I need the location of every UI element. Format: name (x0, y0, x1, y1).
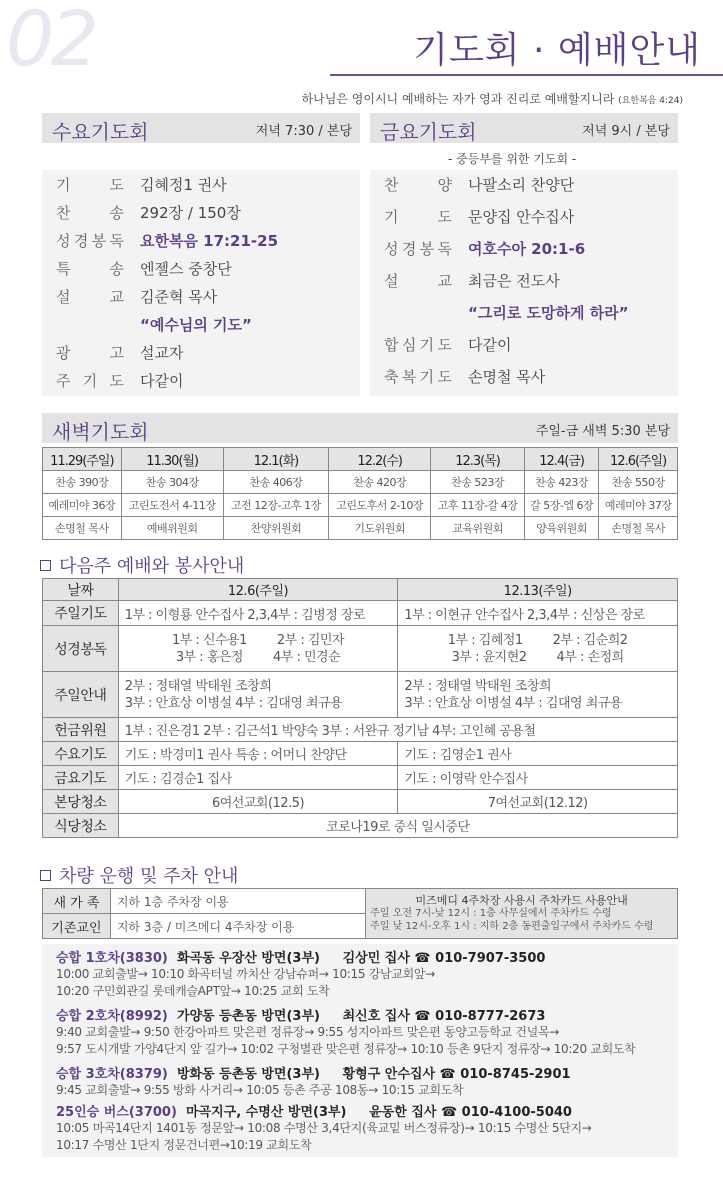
cell: 기도 : 이영락 안수집사 (398, 766, 678, 790)
label-char: 찬 (56, 204, 71, 222)
cell: 기도 : 박경미1 권사 특송 : 어머니 찬양단 (118, 742, 398, 766)
bus-header (56, 947, 664, 966)
parking-table (42, 888, 678, 939)
bible-verse (302, 90, 683, 107)
cell: 기도 : 김경순1 집사 (118, 766, 398, 790)
parking-value: 지하 1층 주차장 이용 (110, 889, 365, 914)
schedule-value: 손명철 목사 (468, 368, 546, 386)
dawn-leader-row (43, 517, 678, 540)
label-char: 도 (437, 336, 452, 354)
schedule-label (56, 342, 124, 363)
spacer (320, 951, 343, 966)
bus-area: 가양동 등촌동 방면(3부) (176, 1009, 320, 1024)
label-char: 도 (109, 372, 124, 390)
usher-row (43, 672, 678, 718)
dawn-cell: 고후 11장-갈 4장 (431, 494, 525, 517)
schedule-label (56, 286, 124, 307)
bus-route: 10:20 구민회관길 롯데캐슬APT앞→ 10:25 교회 도착 (56, 984, 330, 998)
notice-line: 주일 낮 12시-오후 1시 : 지하 2층 동편출입구에서 주차카드 수령 (370, 921, 654, 932)
dawn-cell: 손명철 목사 (599, 517, 678, 540)
dawn-cell: 11.30(월) (121, 448, 223, 471)
row-label: 수요기도 (43, 742, 119, 766)
schedule-label (56, 370, 124, 391)
cell (118, 626, 398, 672)
service-date-row (43, 579, 678, 601)
cleaning-row (43, 790, 678, 814)
label-char: 광 (56, 344, 71, 362)
dawn-header (42, 413, 678, 443)
schedule-label (384, 366, 452, 387)
bus-block (42, 1002, 678, 1061)
dawn-cell: 기도위원회 (329, 517, 431, 540)
label-char: 송 (109, 260, 124, 278)
cell (398, 672, 678, 718)
dawn-cell: 예레미야 37장 (599, 494, 678, 517)
bus-route: 10:05 마곡14단지 1401동 정문앞→ 10:08 수명산 3,4단지(육교밑 버스정류장)→ 10:15 수명산 5단지→ (56, 1121, 592, 1135)
cell: 코로나19로 중식 일시중단 (118, 814, 677, 838)
date-cell: 12.6(주일) (118, 579, 398, 601)
spacer (168, 1009, 177, 1024)
reader: 4부 : 손정희 (556, 649, 624, 665)
bus-header (56, 1005, 664, 1024)
schedule-value: “그리로 도망하게 하라” (468, 304, 629, 322)
cell (118, 672, 398, 718)
dawn-cell: 양육위원회 (524, 517, 598, 540)
parking-notice (366, 889, 678, 939)
dawn-title: 새벽기도회 (52, 420, 149, 444)
schedule-value: 여호수아 20:1-6 (468, 240, 586, 258)
bus-name: 승합 1호차(3830) (56, 951, 168, 966)
bus-area: 마곡지구, 수명산 방면(3부) (185, 1105, 347, 1120)
parking-row (43, 889, 678, 914)
wednesday-box (42, 170, 360, 396)
friday-time: 저녁 9시 / 본당 (582, 124, 670, 139)
dawn-cell: 찬송 523장 (431, 471, 525, 494)
dawn-cell: 12.4(금) (524, 448, 598, 471)
schedule-label (384, 206, 452, 227)
dawn-cell: 찬송 423장 (524, 471, 598, 494)
dawn-cell: 고린도전서 4-11장 (121, 494, 223, 517)
dawn-cell: 갈 5장-엡 6장 (524, 494, 598, 517)
bus-header (56, 1063, 664, 1082)
schedule-value: 요한복음 17:21-25 (140, 232, 279, 250)
reader: 3부 : 홍은정 (175, 649, 243, 665)
bus-block (42, 1060, 678, 1102)
spacer (346, 1105, 369, 1120)
reader: 4부 : 민경순 (273, 649, 341, 665)
transport-title-text: 차량 운행 및 주차 안내 (59, 866, 239, 887)
cell (398, 626, 678, 672)
friday-box (370, 170, 678, 396)
friday-title: 금요기도회 (380, 120, 477, 144)
label-char: 기 (419, 368, 435, 386)
label-char: 주 (56, 372, 71, 390)
dawn-cell: 11.29(주일) (43, 448, 122, 471)
date-label: 날짜 (43, 579, 119, 601)
label-char: 기 (56, 176, 71, 194)
row-label: 헌금위원 (43, 718, 119, 742)
label-char: 기 (384, 208, 399, 226)
row-label: 주일기도 (43, 601, 119, 626)
label-char: 축 (384, 368, 399, 386)
verse-reference: (요한복음 4:24) (618, 96, 683, 106)
schedule-value: “예수님의 기도” (140, 316, 252, 334)
schedule-value: 설교자 (140, 344, 184, 362)
dawn-cell: 12.6(주일) (599, 448, 678, 471)
bus-driver: 최신호 집사 ☎ 010-8777-2673 (342, 1009, 546, 1024)
label-char: 성 (56, 232, 71, 250)
dawn-cell: 12.3(목) (431, 448, 525, 471)
schedule-label (56, 258, 124, 279)
spacer (168, 1067, 177, 1082)
row-label: 금요기도 (43, 766, 119, 790)
label-char: 도 (109, 176, 124, 194)
reader: 1부 : 김혜정1 (447, 632, 523, 648)
dawn-cell: 찬송 304장 (121, 471, 223, 494)
schedule-label (384, 238, 452, 259)
label-char: 고 (109, 344, 124, 362)
label-char: 심 (401, 336, 417, 354)
schedule-value: 김혜정1 권사 (140, 176, 227, 194)
label-char: 도 (437, 208, 452, 226)
label-char: 도 (437, 368, 452, 386)
friday-header (370, 113, 678, 143)
cell: 1부 : 진은경1 2부 : 김근석1 박양숙 3부 : 서완규 정기남 4부: 고인혜 공용철 (118, 718, 677, 742)
bus-area: 화곡동 우장산 방면(3부) (176, 951, 320, 966)
service-title-text: 다음주 예배와 봉사안내 (59, 556, 245, 577)
wed-prayer-row (43, 742, 678, 766)
bus-route: 9:40 교회출발→ 9:50 한강아파트 맞은편 정류장→ 9:55 성지아파트 맞은편 동양고등학교 건널목→ (56, 1025, 559, 1039)
dawn-cell: 고전 12장-고후 1장 (223, 494, 329, 517)
scripture-row (43, 626, 678, 672)
schedule-value: 다같이 (468, 336, 512, 354)
label-char: 기 (419, 336, 435, 354)
wednesday-title: 수요기도회 (52, 120, 149, 144)
dawn-cell: 찬송 390장 (43, 471, 122, 494)
bus-name: 25인승 버스(3700) (56, 1105, 177, 1120)
schedule-label (384, 270, 452, 291)
spacer (320, 1009, 343, 1024)
cell: 7여선교회(12.12) (398, 790, 678, 814)
label-char: 송 (109, 204, 124, 222)
schedule-label (56, 174, 124, 195)
label-char: 독 (109, 232, 124, 250)
label-char: 복 (401, 368, 417, 386)
dawn-cell: 12.1(화) (223, 448, 329, 471)
notice-line: 주일 오전 7시-낮 12시 : 1층 사무실에서 주차카드 수령 (370, 908, 612, 919)
label-char: 교 (437, 272, 452, 290)
dawn-cell: 12.2(수) (329, 448, 431, 471)
friday-subtitle: - 중등부를 위한 기도회 - (448, 152, 577, 166)
row-label: 식당청소 (43, 814, 119, 838)
cell: 1부 : 이형룡 안수집사 2,3,4부 : 김병정 장로 (118, 601, 398, 626)
bus-block (42, 1098, 678, 1157)
label-char: 기 (82, 372, 98, 390)
spacer (168, 951, 177, 966)
schedule-value: 나팔소리 찬양단 (468, 176, 575, 194)
square-bullet-icon (40, 560, 51, 571)
bus-header (56, 1101, 664, 1120)
dawn-cell: 찬양위원회 (223, 517, 329, 540)
parking-label: 기존교인 (43, 914, 111, 939)
dawn-hymn-row (43, 471, 678, 494)
schedule-label (384, 334, 452, 355)
bus-name: 승합 3호차(8379) (56, 1067, 168, 1082)
schedule-label (56, 202, 124, 223)
cell: 1부 : 이현규 안수집사 2,3,4부 : 신상은 장로 (398, 601, 678, 626)
dawn-cell: 찬송 420장 (329, 471, 431, 494)
schedule-value: 김준혁 목사 (140, 288, 218, 306)
page-title: 기도회 · 예배안내 (413, 30, 701, 71)
service-table (42, 578, 678, 838)
date-cell: 12.13(주일) (398, 579, 678, 601)
row-label: 성경봉독 (43, 626, 119, 672)
label-char: 경 (73, 232, 89, 250)
sunday-prayer-row (43, 601, 678, 626)
cell: 6여선교회(12.5) (118, 790, 398, 814)
reader: 3부 : 윤지현2 (451, 649, 527, 665)
bus-route: 9:57 도시개발 가양4단지 앞 길가→ 10:02 구청별관 맞은편 정류장→ 10:10 등촌 9단지 정류장→ 10:20 교회도착 (56, 1042, 636, 1056)
bus-block (42, 944, 678, 1003)
fri-prayer-row (43, 766, 678, 790)
reader: 1부 : 신수용1 (171, 632, 247, 648)
dawn-cell: 예배위원회 (121, 517, 223, 540)
dawn-cell: 손명철 목사 (43, 517, 122, 540)
dawn-cell: 고린도후서 2-10장 (329, 494, 431, 517)
parking-value: 지하 3층 / 미즈메디 4주차장 이용 (110, 914, 365, 939)
label-char: 봉 (419, 240, 435, 258)
title-divider (330, 74, 723, 76)
dawn-cell: 교육위원회 (431, 517, 525, 540)
bus-name: 승합 2호차(8992) (56, 1009, 168, 1024)
parking-label: 새 가 족 (43, 889, 111, 914)
schedule-label (56, 230, 124, 251)
dawn-schedule-table (42, 447, 678, 540)
schedule-label (384, 174, 452, 195)
label-char: 양 (437, 176, 452, 194)
offering-row (43, 718, 678, 742)
dawn-cell: 찬송 550장 (599, 471, 678, 494)
bus-driver: 김상민 집사 ☎ 010-7907-3500 (342, 951, 546, 966)
reader: 2부 : 김순희2 (552, 632, 628, 648)
schedule-value: 다같이 (140, 372, 184, 390)
bus-driver: 윤동한 집사 ☎ 010-4100-5040 (369, 1105, 572, 1120)
notice-title: 미즈메디 4주차장 사용시 주차카드 사용안내 (415, 894, 628, 907)
wednesday-header (42, 113, 360, 143)
bus-driver: 황형구 안수집사 ☎ 010-8745-2901 (342, 1067, 571, 1082)
spacer (177, 1105, 186, 1120)
label-char: 합 (384, 336, 399, 354)
usher-line: 2부 : 정태열 박태원 조창희 (404, 678, 552, 694)
schedule-value: 최금은 전도사 (468, 272, 560, 290)
bus-route: 9:45 교회출발→ 9:55 방화 사거리→ 10:05 등촌 주공 108동→ 10:15 교회도착 (56, 1083, 464, 1097)
dawn-scripture-row (43, 494, 678, 517)
usher-line: 3부 : 안효상 이병설 4부 : 김대영 최규용 (124, 695, 343, 711)
spacer (320, 1067, 343, 1082)
label-char: 찬 (384, 176, 399, 194)
label-char: 독 (437, 240, 452, 258)
wednesday-time: 저녁 7:30 / 본당 (255, 124, 352, 139)
row-label: 본당청소 (43, 790, 119, 814)
square-bullet-icon (40, 870, 51, 881)
label-char: 교 (109, 288, 124, 306)
dawn-time: 주일-금 새벽 5:30 본당 (535, 424, 670, 439)
schedule-value: 292장 / 150장 (140, 204, 241, 222)
dawn-cell: 예레미야 36장 (43, 494, 122, 517)
label-char: 설 (384, 272, 399, 290)
label-char: 특 (56, 260, 71, 278)
cell: 기도 : 김영순1 권사 (398, 742, 678, 766)
usher-line: 3부 : 안효상 이병설 4부 : 김대영 최규용 (404, 695, 622, 711)
bus-area: 방화동 등촌동 방면(3부) (176, 1067, 320, 1082)
dawn-date-row (43, 448, 678, 471)
transport-section-title (40, 862, 238, 888)
schedule-value: 엔젤스 중창단 (140, 260, 232, 278)
row-label: 주일안내 (43, 672, 119, 718)
label-char: 설 (56, 288, 71, 306)
kitchen-row (43, 814, 678, 838)
service-section-title (40, 552, 244, 578)
label-char: 봉 (91, 232, 107, 250)
dawn-cell: 찬송 406장 (223, 471, 329, 494)
label-char: 경 (401, 240, 417, 258)
verse-text: 하나님은 영이시니 예배하는 자가 영과 진리로 예배할지니라 (301, 92, 615, 106)
page-number: 02 (6, 0, 95, 83)
label-char: 성 (384, 240, 399, 258)
bus-route: 10:17 수명산 1단지 정문건너편→10:19 교회도착 (56, 1138, 312, 1152)
usher-line: 2부 : 정태열 박태원 조창희 (124, 678, 272, 694)
reader: 2부 : 김민자 (276, 632, 345, 648)
schedule-value: 문양집 안수집사 (468, 208, 575, 226)
bus-route: 10:00 교회출발→ 10:10 화곡터널 까치산 강남슈퍼→ 10:15 강남교회앞→ (56, 967, 435, 981)
